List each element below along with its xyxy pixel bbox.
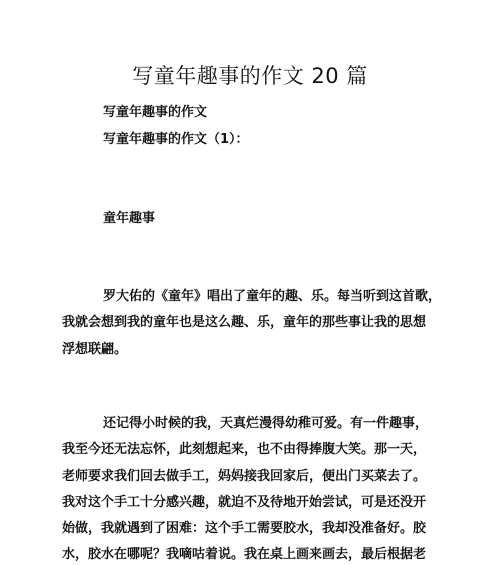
essay-number-heading: 写童年趣事的作文（1）：	[103, 132, 249, 147]
document-subtitle: 写童年趣事的作文	[103, 105, 208, 120]
document-title: 写童年趣事的作文 20 篇	[132, 64, 368, 88]
paragraph	[62, 284, 452, 363]
paragraph-line: 我至今还无法忘怀，此刻想起来，也不由得捧腹大笑。那一天，	[62, 442, 427, 458]
paragraph-line: 老师要求我们回去做手工，妈妈接我回家后，便出门买菜去了。	[62, 468, 427, 484]
paragraph-line: 还记得小时候的我，天真烂漫得幼稚可爱。有一件趣事，	[103, 416, 429, 431]
essay-title: 童年趣事	[103, 211, 156, 226]
paragraph-line: 我就会想到我的童年也是这么趣、乐，童年的那些事让我的思想	[62, 315, 427, 331]
paragraph-line: 我对这个手工十分感兴趣，就迫不及待地开始尝试，可是还没开	[62, 494, 427, 510]
paragraph	[62, 411, 452, 565]
paragraph-line: 始做，我就遇到了困难：这个手工需要胶水，我却没准备好。胶	[62, 521, 427, 537]
paragraph-line: 罗大佑的《童年》唱出了童年的趣、乐。每当听到这首歌，	[103, 289, 442, 304]
paragraph-line: 浮想联翩。	[62, 341, 128, 357]
paragraph-line: 水，胶水在哪呢？我嘀咕着说。我在桌上画来画去，最后根据老	[62, 547, 427, 563]
